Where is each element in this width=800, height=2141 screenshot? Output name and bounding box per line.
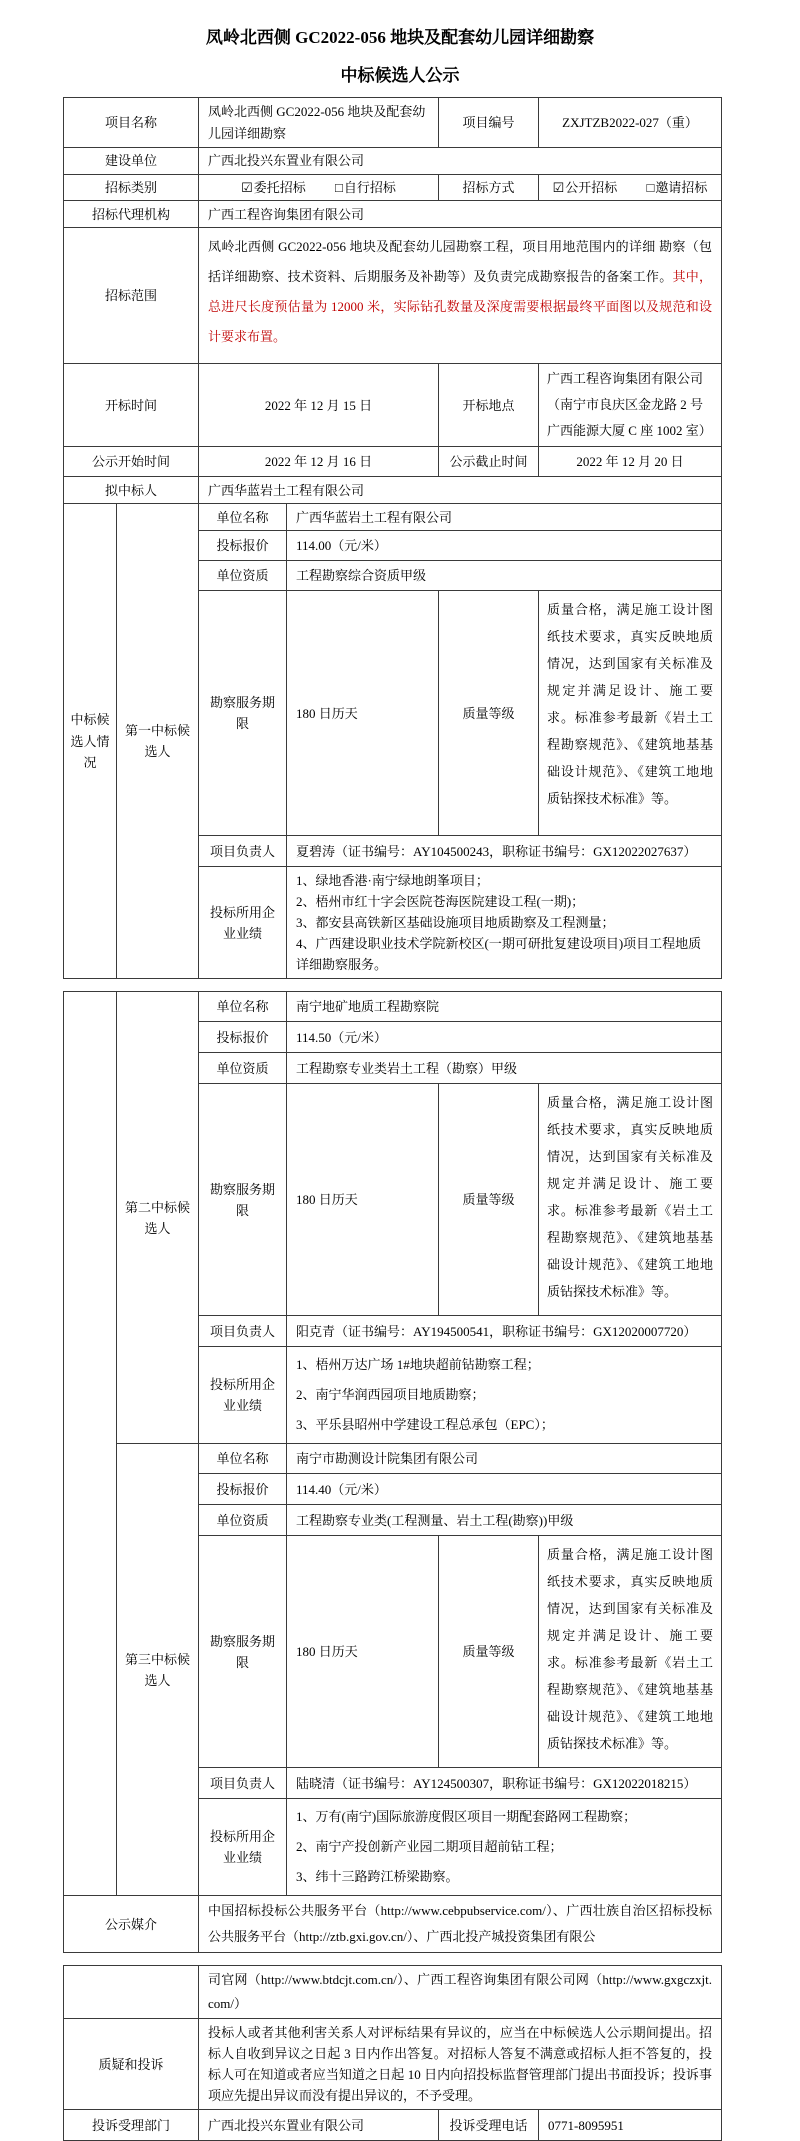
- table-row: [64, 364, 722, 447]
- service-period-label: 勘察服务期限: [199, 591, 287, 836]
- scope-text: 凤岭北西侧 GC2022-056 地块及配套幼儿园勘察工程，项目用地范围内的详细 勘察（包括详细勘察、技术资料、后期服务及补勘等）及负责完成勘察报告的备案工作。: [208, 239, 713, 285]
- table-row: [64, 2110, 722, 2141]
- agency-value: 广西工程咨询集团有限公司: [199, 201, 722, 228]
- achievement-item: 1、绿地香港·南宁绿地朗峯项目；: [296, 873, 489, 889]
- method-option-invite: [647, 177, 708, 198]
- publicity-start-label: 公示开始时间: [64, 447, 199, 477]
- checkbox-label: 自行招标: [343, 180, 396, 195]
- media-continued-label-cell: [64, 1966, 199, 2019]
- checkbox-unchecked-icon: □: [335, 180, 343, 195]
- table-row: [64, 477, 722, 504]
- unit-name-label: 单位名称: [199, 1444, 287, 1474]
- publicity-start-value: 2022 年 12 月 16 日: [199, 447, 439, 477]
- candidate-2-unit-name: 南宁地矿地质工程勘察院: [287, 992, 722, 1022]
- achievement-item: 3、都安县高铁新区基础设施项目地质勘察及工程测量；: [296, 915, 615, 931]
- candidate-3-quality-text: 质量合格，满足施工设计图纸技术要求，真实反映地质情况，达到国家有关标准及规定并满足设计、施工要求。标准参考最新《岩土工程勘察规范》、《建筑地基基础设计规范》、《建筑工地地质钻探技术标准》等。: [539, 1536, 722, 1768]
- media-label: 公示媒介: [64, 1896, 199, 1953]
- project-leader-label: 项目负责人: [199, 1316, 287, 1347]
- category-option-self: [335, 177, 396, 198]
- candidate-3-unit-name: 南宁市勘测设计院集团有限公司: [287, 1444, 722, 1474]
- open-place-label: 开标地点: [439, 364, 539, 447]
- table-row: [64, 992, 722, 1022]
- owner-value: 广西北投兴东置业有限公司: [199, 148, 722, 175]
- project-leader-label: 项目负责人: [199, 1768, 287, 1799]
- candidate-3-achievements: [287, 1799, 722, 1896]
- media-value-part2: 司官网（http://www.btdcjt.com.cn/）、广西工程咨询集团有限公司网（http://www.gxgczxjt.com/）: [199, 1966, 722, 2019]
- project-no-label: 项目编号: [439, 98, 539, 148]
- owner-label: 建设单位: [64, 148, 199, 175]
- open-time-label: 开标时间: [64, 364, 199, 447]
- objection-text: 投标人或者其他利害关系人对评标结果有异议的，应当在中标候选人公示期间提出。招标人自收到异议之日起 3 日内作出答复。对招标人答复不满意或招标人拒不答复的，投标人可在知道或者应当知道之日起 10 日内向招投标监督管理部门提出书面投诉；投诉事项应先提出异议而没有提出异议的，不予受理。: [199, 2019, 722, 2110]
- checkbox-label: 委托招标: [253, 180, 306, 195]
- tender-category-options: [199, 175, 439, 201]
- method-option-open: [553, 177, 618, 198]
- bid-price-label: 投标报价: [199, 531, 287, 561]
- tender-method-label: 招标方式: [439, 175, 539, 201]
- media-value-part1: 中国招标投标公共服务平台（http://www.cebpubservice.com/）、广西壮族自治区招标投标公共服务平台（http://ztb.gxi.gov.cn/）、广西北投产城投资集团有限公: [199, 1896, 722, 1953]
- achievement-item: 3、平乐县昭州中学建设工程总承包（EPC）；: [296, 1417, 554, 1433]
- candidate-2-rank-label: 第二中标候选人: [117, 992, 199, 1444]
- candidates-group-label: 中标候选人情况: [64, 504, 117, 979]
- quality-grade-label: 质量等级: [439, 591, 539, 836]
- qualification-label: 单位资质: [199, 1053, 287, 1084]
- table-row: [64, 175, 722, 201]
- proposed-winner-value: 广西华蓝岩土工程有限公司: [199, 477, 722, 504]
- table-row: [64, 1444, 722, 1474]
- project-name-label: 项目名称: [64, 98, 199, 148]
- table-row: [64, 1966, 722, 2019]
- complaint-phone-value: 0771-8095951: [539, 2110, 722, 2141]
- table-row: [64, 98, 722, 148]
- candidate-1-rank-label: 第一中标候选人: [117, 504, 199, 979]
- footer-table: [63, 1965, 722, 2141]
- project-no-value: ZXJTZB2022-027（重）: [539, 98, 722, 148]
- candidate-1-achievements: [287, 867, 722, 979]
- candidate-3-qualification: 工程勘察专业类(工程测量、岩土工程(勘察))甲级: [287, 1505, 722, 1536]
- service-period-label: 勘察服务期限: [199, 1536, 287, 1768]
- agency-label: 招标代理机构: [64, 201, 199, 228]
- quality-grade-label: 质量等级: [439, 1536, 539, 1768]
- candidate-2-quality-text: 质量合格，满足施工设计图纸技术要求，真实反映地质情况，达到国家有关标准及规定并满足设计、施工要求。标准参考最新《岩土工程勘察规范》、《建筑地基基础设计规范》、《建筑工地地质钻探技术标准》等。: [539, 1084, 722, 1316]
- candidate-2-service-period: 180 日历天: [287, 1084, 439, 1316]
- table-row: [64, 504, 722, 531]
- category-option-delegated: [241, 177, 306, 198]
- complaint-dept-label: 投诉受理部门: [64, 2110, 199, 2141]
- quality-grade-label: 质量等级: [439, 1084, 539, 1316]
- achievement-item: 2、南宁华润西园项目地质勘察；: [296, 1387, 485, 1403]
- candidate-2-qualification: 工程勘察专业类岩土工程（勘察）甲级: [287, 1053, 722, 1084]
- project-name-value: 凤岭北西侧 GC2022-056 地块及配套幼儿园详细勘察: [199, 98, 439, 148]
- checkbox-checked-icon: ☑: [552, 180, 565, 195]
- achievements-label: 投标所用企业业绩: [199, 1347, 287, 1444]
- checkbox-checked-icon: ☑: [241, 180, 253, 195]
- complaint-phone-label: 投诉受理电话: [439, 2110, 539, 2141]
- qualification-label: 单位资质: [199, 1505, 287, 1536]
- candidate-2-bid-price: 114.50（元/米）: [287, 1022, 722, 1053]
- achievement-item: 2、南宁产投创新产业园二期项目超前钻工程；: [296, 1839, 563, 1855]
- candidate-3-service-period: 180 日历天: [287, 1536, 439, 1768]
- candidate-1-qualification: 工程勘察综合资质甲级: [287, 561, 722, 591]
- table-row: [64, 447, 722, 477]
- checkbox-label: 邀请招标: [655, 180, 708, 195]
- unit-name-label: 单位名称: [199, 992, 287, 1022]
- achievement-item: 2、梧州市红十字会医院苍海医院建设工程(一期)；: [296, 894, 585, 910]
- open-time-value: 2022 年 12 月 15 日: [199, 364, 439, 447]
- main-info-table: [63, 97, 722, 979]
- candidates-group-continued-cell: [64, 992, 117, 1896]
- candidate-1-unit-name: 广西华蓝岩土工程有限公司: [287, 504, 722, 531]
- achievement-item: 3、纬十三路跨江桥梁勘察。: [296, 1869, 459, 1885]
- achievements-label: 投标所用企业业绩: [199, 867, 287, 979]
- achievement-item: 4、广西建设职业技术学院新校区(一期可研批复建设项目)项目工程地质详细勘察服务。: [296, 936, 702, 973]
- candidate-1-service-period: 180 日历天: [287, 591, 439, 836]
- candidate-2-achievements: [287, 1347, 722, 1444]
- checkbox-label: 公开招标: [565, 180, 618, 195]
- bid-price-label: 投标报价: [199, 1474, 287, 1505]
- checkbox-unchecked-icon: □: [646, 180, 655, 195]
- candidate-1-bid-price: 114.00（元/米）: [287, 531, 722, 561]
- scope-highlight-text: 其中，总进尺长度预估量为 12000 米，实际钻孔数量及深度需要根据最终平面图以及规范和设计要求布置。: [208, 269, 713, 345]
- candidate-3-bid-price: 114.40（元/米）: [287, 1474, 722, 1505]
- publicity-end-value: 2022 年 12 月 20 日: [539, 447, 722, 477]
- page-subtitle: 中标候选人公示: [340, 66, 460, 85]
- table-row: [64, 1896, 722, 1953]
- achievement-item: 1、万有(南宁)国际旅游度假区项目一期配套路网工程勘察；: [296, 1809, 637, 1825]
- candidate-2-leader: 阳克青（证书编号：AY194500541，职称证书编号：GX12020007720）: [287, 1316, 722, 1347]
- objection-label: 质疑和投诉: [64, 2019, 199, 2110]
- table-row: [64, 201, 722, 228]
- tender-method-options: [539, 175, 722, 201]
- candidate-1-leader: 夏碧涛（证书编号：AY104500243，职称证书编号：GX12022027637）: [287, 836, 722, 867]
- table-row: [64, 148, 722, 175]
- project-leader-label: 项目负责人: [199, 836, 287, 867]
- achievement-item: 1、梧州万达广场 1#地块超前钻勘察工程；: [296, 1357, 540, 1373]
- complaint-dept-value: 广西北投兴东置业有限公司: [199, 2110, 439, 2141]
- tender-category-label: 招标类别: [64, 175, 199, 201]
- qualification-label: 单位资质: [199, 561, 287, 591]
- open-place-value: 广西工程咨询集团有限公司（南宁市良庆区金龙路 2 号 广西能源大厦 C 座 1002 室）: [539, 364, 722, 447]
- publicity-end-label: 公示截止时间: [439, 447, 539, 477]
- candidates-table: [63, 991, 722, 1953]
- table-row: [64, 228, 722, 364]
- page-title: 凤岭北西侧 GC2022-056 地块及配套幼儿园详细勘察: [205, 28, 595, 47]
- scope-value: [199, 228, 722, 364]
- candidate-3-leader: 陆晓清（证书编号：AY124500307，职称证书编号：GX12022018215）: [287, 1768, 722, 1799]
- achievements-label: 投标所用企业业绩: [199, 1799, 287, 1896]
- scope-label: 招标范围: [64, 228, 199, 364]
- candidate-3-rank-label: 第三中标候选人: [117, 1444, 199, 1896]
- candidate-1-quality-text: 质量合格，满足施工设计图纸技术要求，真实反映地质情况，达到国家有关标准及规定并满足设计、施工要求。标准参考最新《岩土工程勘察规范》、《建筑地基基础设计规范》、《建筑工地地质钻探技术标准》等。: [539, 591, 722, 836]
- bid-price-label: 投标报价: [199, 1022, 287, 1053]
- unit-name-label: 单位名称: [199, 504, 287, 531]
- service-period-label: 勘察服务期限: [199, 1084, 287, 1316]
- table-row: [64, 2019, 722, 2110]
- proposed-winner-label: 拟中标人: [64, 477, 199, 504]
